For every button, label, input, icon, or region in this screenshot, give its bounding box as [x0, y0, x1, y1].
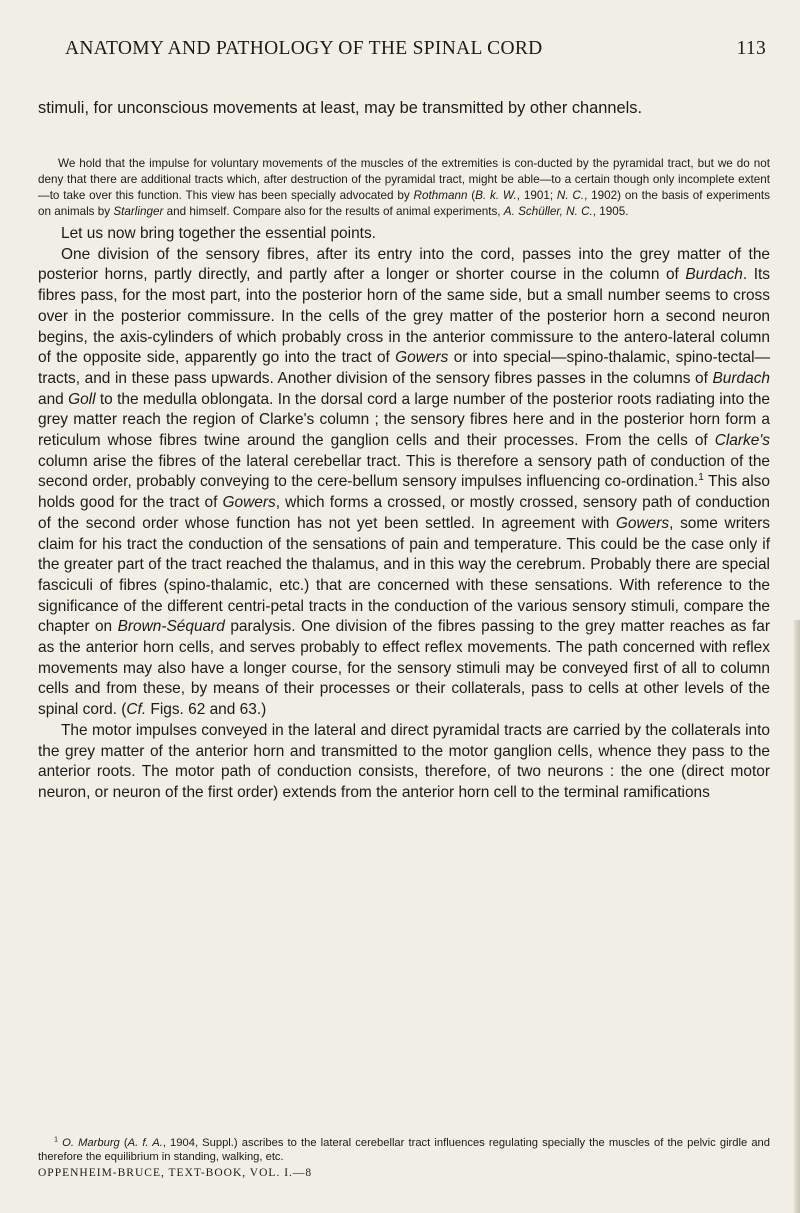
footnote-citation: A. f. A. [127, 1137, 163, 1149]
body-paragraph-3: The motor impulses conveyed in the lateral and direct pyramidal tracts are carried by the collaterals into the grey matter of the anterior horn and transmitted to the motor ganglion cells, whence they pass to the anterior roots. The motor path of conduction consists, therefore, of two neurons : the one (direct motor neuron, or neuron of the first order) extends from the anterior horn cell to the terminal ramifications [38, 721, 770, 801]
page-edge-shadow [794, 620, 800, 1213]
footnote-paragraph [38, 1136, 770, 1164]
body-text: column arise the fibres of the lateral cerebellar tract. This is therefore a sensory path of conduction of the second order, probably conveying to the cere-bellum sensory impulses influencing co-ordination. [38, 452, 770, 491]
body-text: , some writers claim for his tract the conduction of the sensations of pain and temperature. This could be the case only if the greater part of the tract reached the thalamus, and in this way the cerebrum. Probably there are special fasciculi of fibres (spino-thalamic, etc.) that are concerned with these sensations. With reference to the significance of the different centri-petal tracts in the conduction of the various sensory stimuli, compare the chapter on [38, 514, 770, 636]
intro-paragraph [38, 98, 770, 120]
footnote-number: 1 [54, 1134, 59, 1144]
body-emphasis: Gowers [222, 494, 276, 512]
note-text: We hold that the impulse for voluntary movements of the muscles of the extremities is con-ducted by the pyramidal tract, but we do not deny that there are additional tracts which, after destruction of the pyramidal tract, might be able—to a certain though only incomplete extent—to take over this function. This view has been specially advocated by [38, 157, 770, 202]
body-text: Figs. 62 and 63.) [146, 701, 267, 719]
note-paragraph [38, 156, 770, 220]
note-text: , 1905. [592, 205, 629, 218]
footnote-marker: 1 [698, 472, 704, 484]
running-header [65, 38, 766, 60]
body-emphasis: Gowers [615, 514, 670, 532]
body-text: paralysis. One division of the fibres passing to the grey matter reaches as far as the anterior horn cells, and serves probably to effect reflex movements. The path concerned with reflex movements may also have a longer course, for the sensory stimuli may be conveyed first of all to column cells and from these, by means of their processes or their collaterals, pass to cells at other levels of the spinal cord. ( [38, 618, 770, 719]
body-emphasis: Cf. [126, 701, 147, 719]
note-text: , 1902) on the basis of experiments on animals by [38, 189, 771, 218]
body-text: to the medulla oblongata. In the dorsal cord a large number of the posterior roots radiating into the grey matter reach the region of Clarke's column ; the sensory fibres here and in the posterior horn form a reticulum whose fibres twine around the ganglion cells and their processes. From the cells of [38, 390, 770, 450]
note-citation: Starlinger [113, 205, 164, 218]
printer-signature: OPPENHEIM-BRUCE, TEXT-BOOK, VOL. I.—8 [38, 1167, 313, 1179]
body-text: , which forms a crossed, or mostly crossed, sensory path of conduction of the second order whose function has not yet been settled. In agreement with [38, 494, 771, 532]
body-text: or into special—spino-thalamic, spino-tectal—tracts, and in these pass upwards. Another division of the sensory fibres passes in the columns of [38, 349, 771, 387]
body-emphasis: Brown-Séquard [117, 618, 225, 636]
body-paragraph-2 [38, 245, 770, 721]
note-text: and himself. Compare also for the results of animal experiments, [163, 205, 504, 218]
main-body [38, 224, 770, 804]
body-emphasis: Burdach [685, 266, 743, 284]
footnote-text: , 1904, Suppl.) ascribes to the lateral cerebellar tract influences regulating specially the muscles of the pelvic girdle and therefore the equilibrium in standing, walking, etc. [38, 1137, 771, 1163]
body-text: and [38, 390, 69, 408]
page-number: 113 [736, 38, 766, 59]
note-citation: Rothmann [413, 189, 468, 202]
intro-text: stimuli, for unconscious movements at least, may be transmitted by other channels. [38, 99, 642, 117]
body-text: . Its fibres pass, for the most part, into the posterior horn of the same side, but a small number seems to cross over in the posterior commissure. In the cells of the grey matter of the posterior horn a second neuron begins, the axis-cylinders of which probably cross in the anterior commissure to the antero-lateral column of the opposite side, apparently go into the tract of [38, 266, 771, 367]
footnote [38, 1136, 770, 1164]
body-emphasis: Clarke's [714, 432, 770, 450]
body-paragraph-1: Let us now bring together the essential points. [61, 225, 376, 242]
footnote-text: ( [119, 1137, 128, 1149]
body-emphasis: Gowers [395, 349, 449, 367]
footnote-citation: O. Marburg [62, 1137, 120, 1149]
body-emphasis: Burdach [712, 369, 770, 387]
note-text: ( [467, 189, 476, 202]
body-text: This also holds good for the tract of [38, 473, 770, 512]
running-title: ANATOMY AND PATHOLOGY OF THE SPINAL CORD [65, 38, 543, 59]
note-citation: B. k. W. [475, 189, 517, 202]
body-text: One division of the sensory fibres, after its entry into the cord, passes into the grey matter of the posterior horns, partly directly, and partly after a longer or shorter course in the column of [38, 245, 770, 284]
body-emphasis: Goll [68, 390, 96, 408]
note-text: , 1901; [516, 189, 557, 202]
note-citation: A. Schüller, N. C. [503, 205, 593, 218]
note-citation: N. C. [556, 189, 585, 202]
small-print-note [38, 156, 770, 220]
